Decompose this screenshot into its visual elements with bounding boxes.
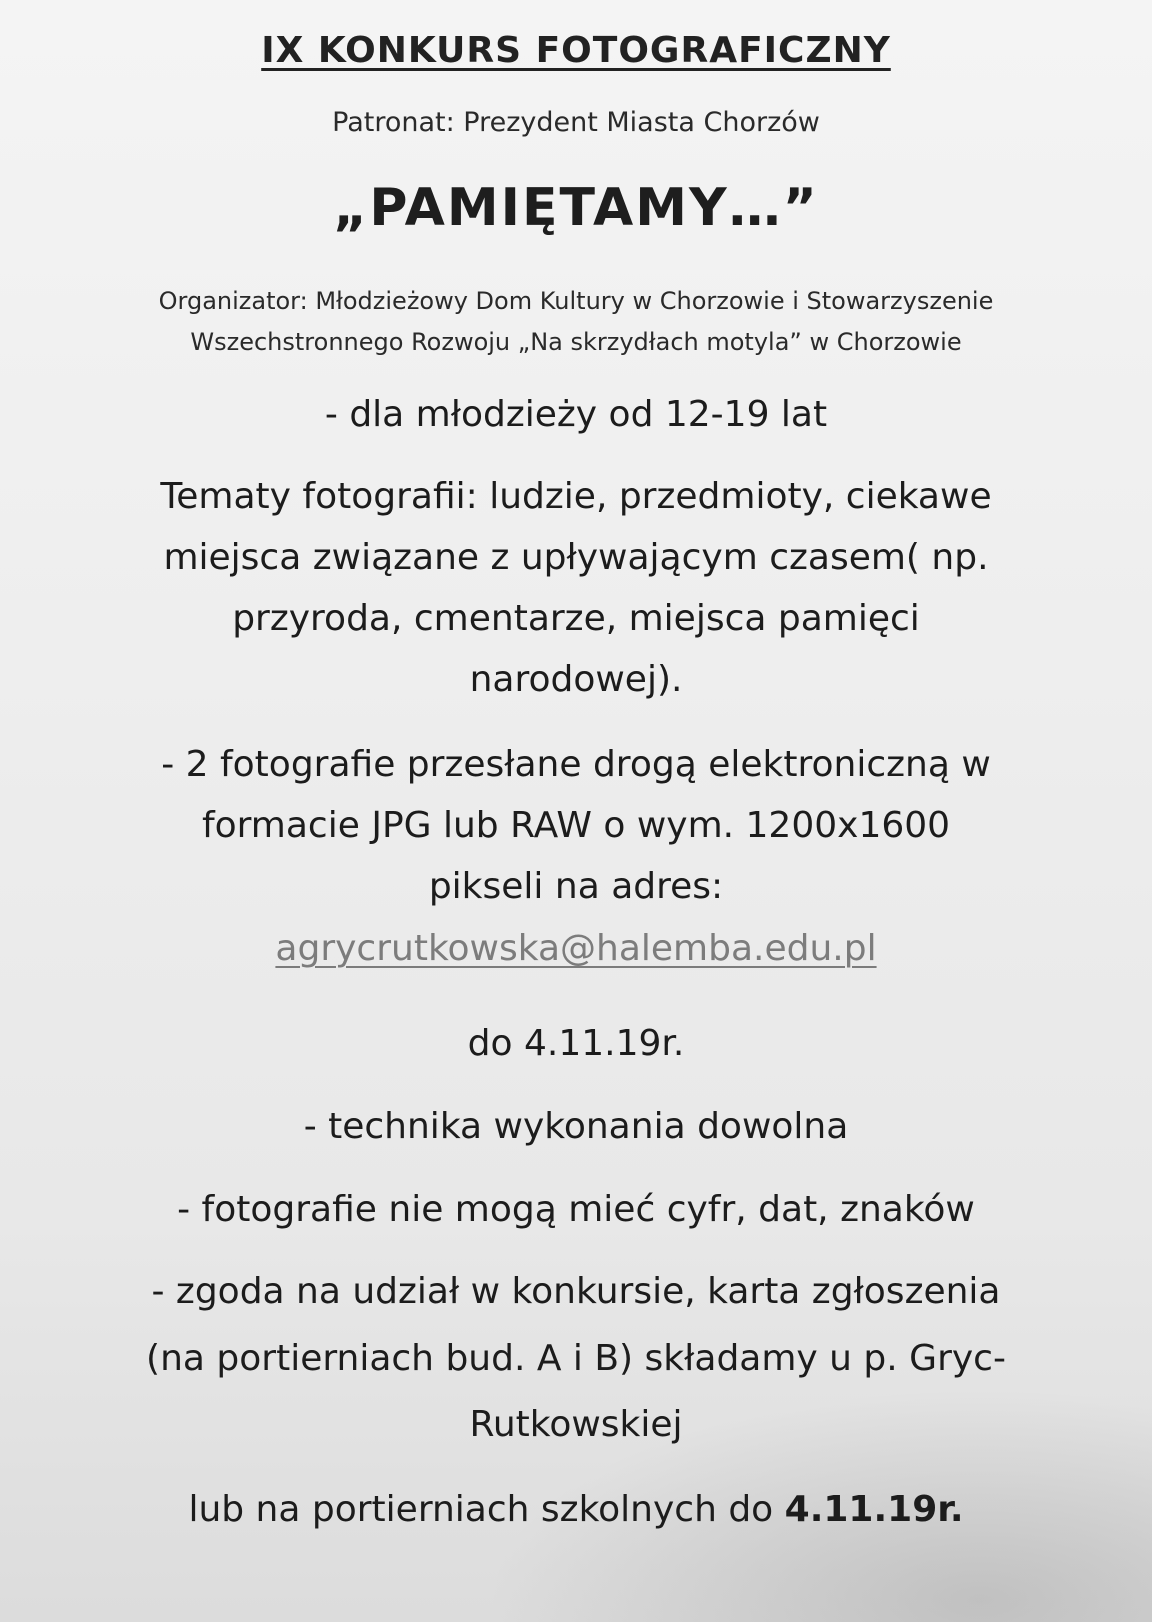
topics-line-2: miejsca związane z upływającym czasem( np. [163, 537, 989, 578]
restriction-line: - fotografie nie mogą mieć cyfr, dat, znaków [177, 1189, 975, 1230]
format-line-2: formacie JPG lub RAW o wym. 1200x1600 [201, 805, 951, 846]
topics-line-1: Tematy fotografii: ludzie, przedmioty, ciekawe [160, 476, 992, 517]
consent-line-2: (na portierniach bud. A i B) składamy u p. Gryc- [146, 1338, 1006, 1379]
final-line [0, 1489, 1152, 1530]
technique-line: - technika wykonania dowolna [303, 1106, 849, 1147]
consent-line-3: Rutkowskiej [469, 1404, 683, 1445]
final-date: 4.11.19r. [784, 1489, 964, 1530]
topics-line-4: narodowej). [469, 659, 683, 700]
topics-line-3: przyroda, cmentarze, miejsca pamięci [232, 598, 920, 639]
poster-title: IX KONKURS FOTOGRAFICZNY [261, 30, 891, 71]
competition-motto: „PAMIĘTAMY…” [333, 178, 819, 238]
patron-line: Patronat: Prezydent Miasta Chorzów [332, 107, 820, 138]
organizer-line-2: Wszechstronnego Rozwoju „Na skrzydłach motyla” w Chorzowie [190, 328, 962, 356]
format-line-3: pikseli na adres: [428, 866, 724, 907]
format-line-1: - 2 fotografie przesłane drogą elektroniczną w [161, 744, 991, 785]
age-group: - dla młodzieży od 12-19 lat [324, 394, 828, 435]
email-deadline: do 4.11.19r. [467, 1023, 685, 1064]
consent-line-1: - zgoda na udział w konkursie, karta zgłoszenia [151, 1271, 1001, 1312]
email-link[interactable]: agrycrutkowska@halemba.edu.pl [275, 928, 877, 969]
final-text: lub na portierniach szkolnych do [188, 1489, 785, 1530]
organizer-line-1: Organizator: Młodzieżowy Dom Kultury w Chorzowie i Stowarzyszenie [158, 287, 994, 315]
email-line [0, 928, 1152, 969]
